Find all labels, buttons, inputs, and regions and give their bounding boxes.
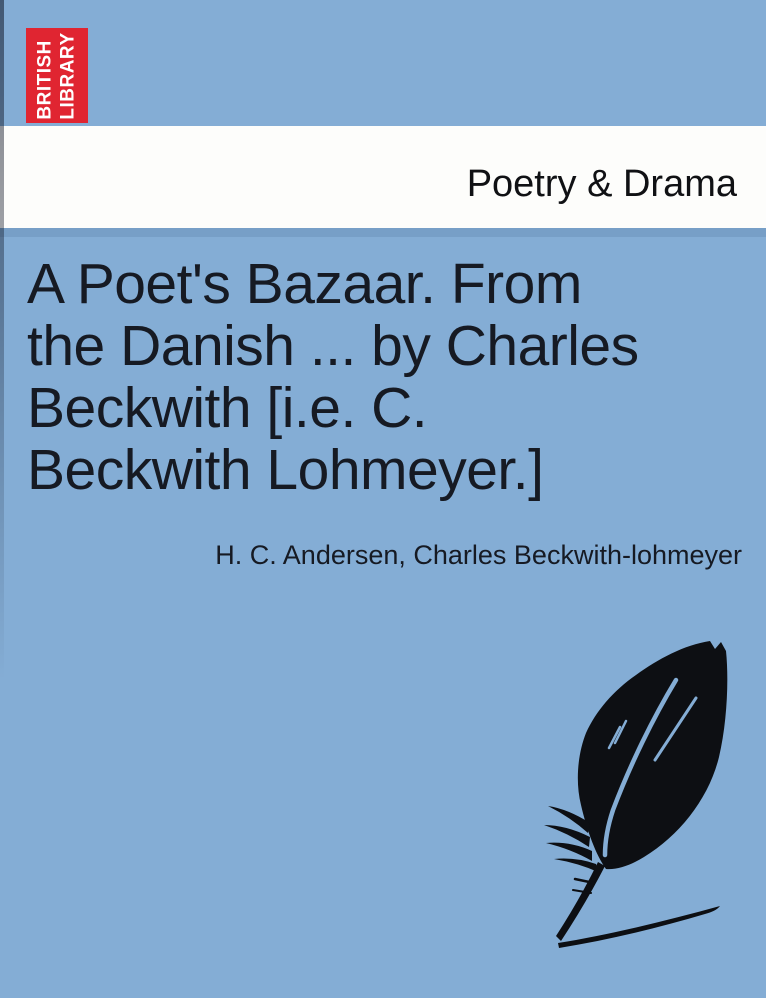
logo-word-library: LIBRARY xyxy=(58,31,79,120)
logo-word-british: BRITISH xyxy=(35,39,56,120)
british-library-logo-text xyxy=(34,32,80,119)
quill-flourish xyxy=(558,906,720,948)
title-line-4: Beckwith Lohmeyer.] xyxy=(27,438,544,502)
category-label: Poetry & Drama xyxy=(466,163,737,205)
scan-edge-shadow xyxy=(0,0,4,680)
quill-feather-illustration xyxy=(408,585,764,995)
quill-vane xyxy=(578,641,727,869)
british-library-logo xyxy=(26,28,88,123)
quill-barb xyxy=(546,843,592,861)
band-shadow xyxy=(0,228,766,237)
book-title xyxy=(27,253,639,501)
title-line-3: Beckwith [i.e. C. xyxy=(27,376,428,440)
category-band xyxy=(0,126,766,228)
book-authors: H. C. Andersen, Charles Beckwith-lohmeyer xyxy=(215,540,742,570)
title-line-1: A Poet's Bazaar. From xyxy=(27,252,582,316)
title-line-2: the Danish ... by Charles xyxy=(27,314,639,378)
quill-stem xyxy=(556,862,605,941)
